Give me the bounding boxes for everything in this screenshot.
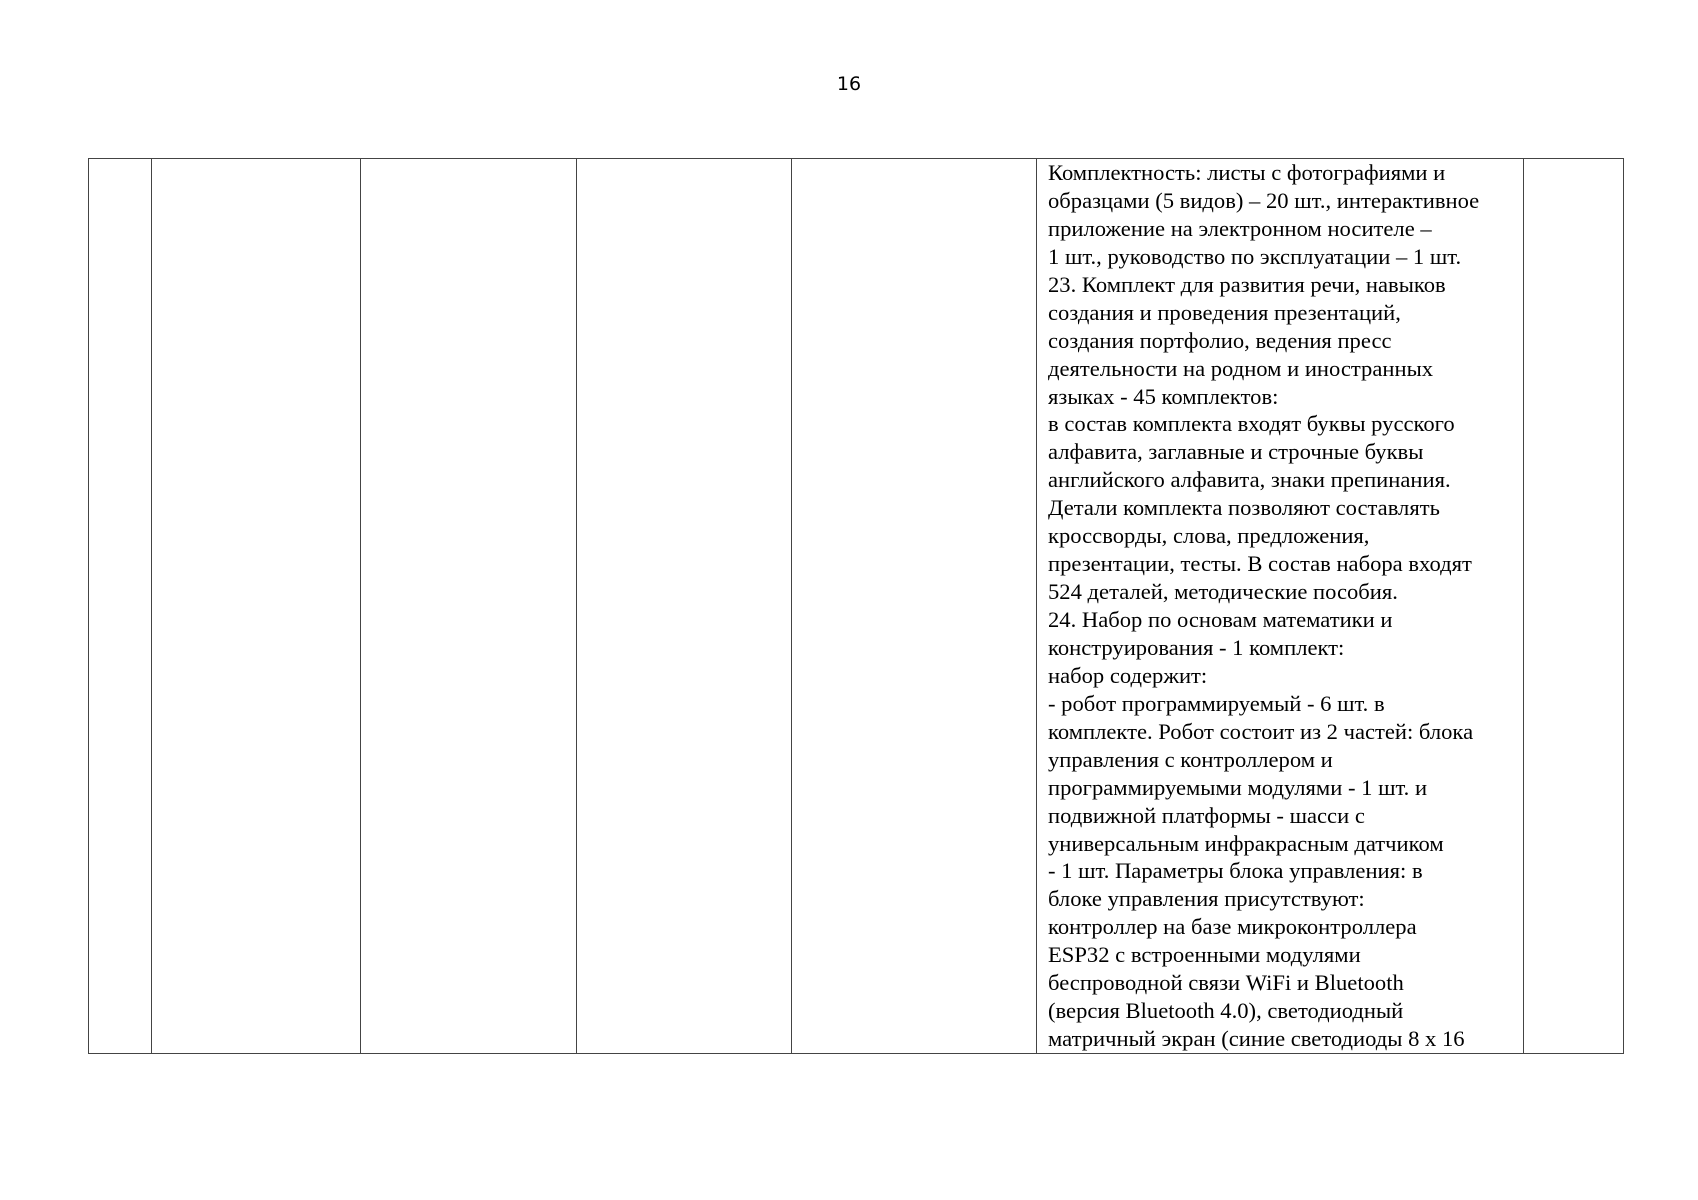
description-line: универсальным инфракрасным датчиком <box>1048 830 1444 856</box>
description-line: контроллер на базе микроконтроллера <box>1048 914 1417 940</box>
description-line: презентации, тесты. В состав набора входят <box>1048 551 1472 577</box>
description-line: (версия Bluetooth 4.0), светодиодный <box>1048 998 1404 1024</box>
description-line: набор содержит: <box>1048 662 1208 688</box>
cell-empty-2 <box>152 159 361 1054</box>
specification-table <box>88 158 1624 1054</box>
description-line: Детали комплекта позволяют составлять <box>1048 495 1440 521</box>
cell-empty-3 <box>361 159 577 1054</box>
page-number: 16 <box>836 73 862 95</box>
description-line: - робот программируемый - 6 шт. в <box>1048 690 1385 716</box>
cell-empty-4 <box>577 159 792 1054</box>
description-line: английского алфавита, знаки препинания. <box>1048 467 1451 493</box>
description-line: ESP32 с встроенными модулями <box>1048 942 1361 968</box>
description-line: 23. Комплект для развития речи, навыков <box>1048 271 1446 297</box>
description-line: блоке управления присутствуют: <box>1048 886 1365 912</box>
description-line: программируемыми модулями - 1 шт. и <box>1048 774 1428 800</box>
description-line: - 1 шт. Параметры блока управления: в <box>1048 858 1423 884</box>
description-line: создания и проведения презентаций, <box>1048 299 1401 325</box>
description-line: образцами (5 видов) – 20 шт., интерактивное <box>1048 187 1480 213</box>
description-line: языках - 45 комплектов: <box>1048 383 1279 409</box>
description-line: матричный экран (синие светодиоды 8 х 16 <box>1048 1026 1465 1052</box>
cell-empty-last <box>1524 159 1624 1054</box>
cell-empty-5 <box>792 159 1037 1054</box>
description-line: управления с контроллером и <box>1048 746 1333 772</box>
cell-description <box>1037 159 1524 1054</box>
description-line: в состав комплекта входят буквы русского <box>1048 411 1455 437</box>
description-line: подвижной платформы - шасси с <box>1048 802 1365 828</box>
description-line: кроссворды, слова, предложения, <box>1048 523 1370 549</box>
description-line: беспроводной связи WiFi и Bluetooth <box>1048 970 1404 996</box>
description-line: 24. Набор по основам математики и <box>1048 607 1393 632</box>
description-line: комплекте. Робот состоит из 2 частей: блока <box>1048 718 1474 744</box>
description-line: создания портфолио, ведения пресс <box>1048 327 1392 353</box>
description-line: Комплектность: листы с фотографиями и <box>1048 160 1446 185</box>
cell-number <box>89 159 152 1054</box>
description-line: 1 шт., руководство по эксплуатации – 1 шт. <box>1048 243 1462 269</box>
table-row <box>89 159 1624 1054</box>
description-line: конструирования - 1 комплект: <box>1048 634 1345 660</box>
description-line: деятельности на родном и иностранных <box>1048 355 1434 381</box>
description-line: приложение на электронном носителе – <box>1048 215 1432 241</box>
description-line: 524 деталей, методические пособия. <box>1048 579 1398 605</box>
description-line: алфавита, заглавные и строчные буквы <box>1048 439 1424 465</box>
